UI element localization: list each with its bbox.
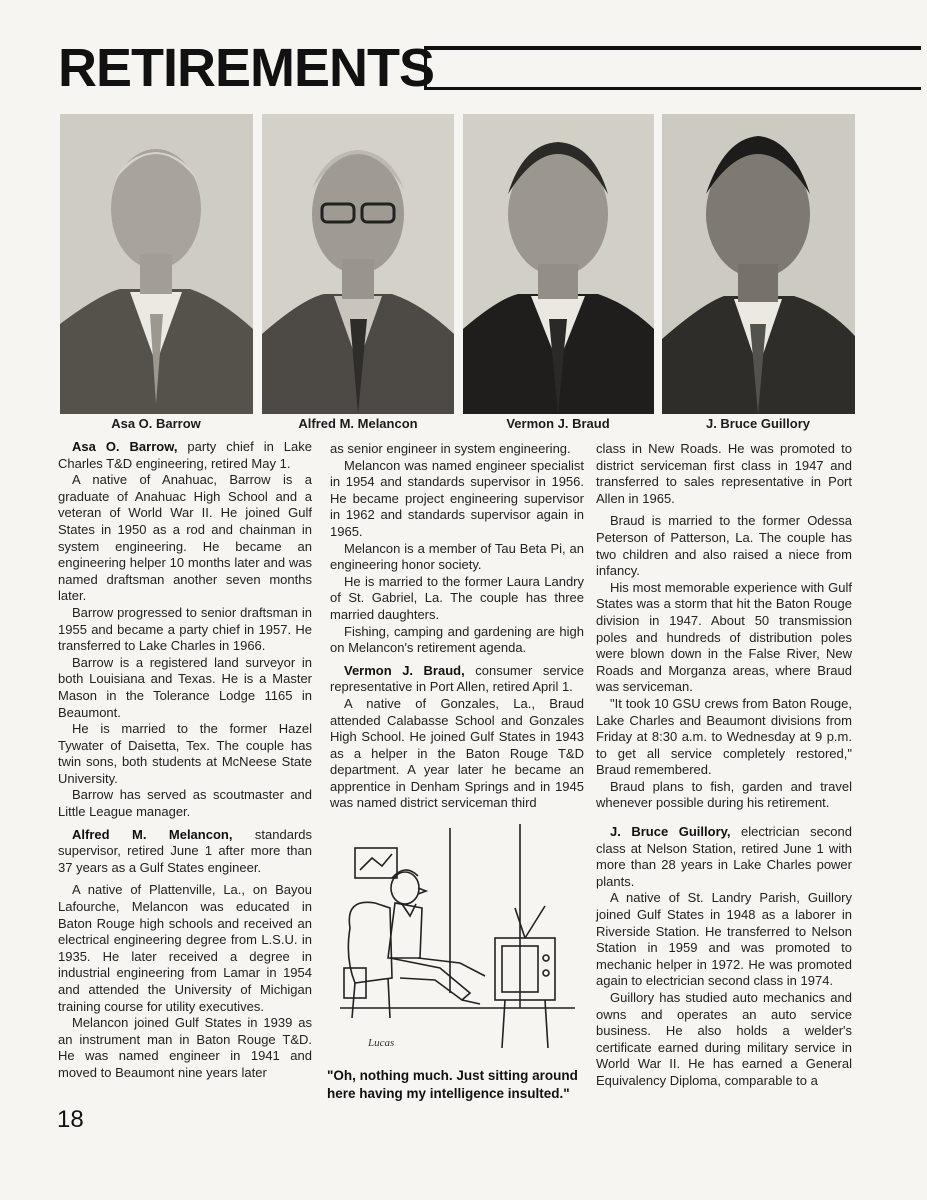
paragraph: Vermon J. Braud, consumer service representative in Port Allen, retired April 1. <box>330 662 584 695</box>
person-name: Vermon J. Braud, <box>344 662 465 678</box>
paragraph: A native of Anahuac, Barrow is a graduate of Anahuac High School and a veteran of World War II. He joined Gulf States in 1950 as a rod and chainman in system engineering. He became an engineering helper 10 months later and was named draftsman another seven months later. <box>58 472 312 604</box>
paragraph: Asa O. Barrow, party chief in Lake Charles T&D engineering, retired May 1. <box>58 439 312 471</box>
paragraph: His most memorable experience with Gulf States was a storm that hit the Baton Rouge division in 1947. About 50 transmission poles and hundreds of distribution poles were blown down in the False River, New Roads and Morganza areas, where Braud was serviceman. <box>596 579 852 695</box>
paragraph: Barrow progressed to senior draftsman in 1955 and became a party chief in 1957. He transferred to Lake Charles in 1966. <box>58 604 312 654</box>
article-column-1 <box>58 439 312 1082</box>
page-title: RETIREMENTS <box>58 38 435 98</box>
article-column-2 <box>330 441 584 812</box>
photo-caption-barrow: Asa O. Barrow <box>111 416 201 431</box>
article-column-3 <box>596 441 852 1090</box>
photo-caption-melancon: Alfred M. Melancon <box>298 416 418 431</box>
person-name: Alfred M. Melancon, <box>72 826 233 842</box>
title-rule <box>424 46 921 90</box>
paragraph: as senior engineer in system engineering. <box>330 441 571 456</box>
paragraph: Braud plans to fish, garden and travel whenever possible during his retirement. <box>596 778 852 811</box>
portrait-photo-guillory <box>662 114 855 414</box>
cartoon-caption: "Oh, nothing much. Just sitting around here having my intelligence insulted." <box>327 1068 578 1101</box>
paragraph: Melancon was named engineer specialist in 1954 and standards supervisor in 1956. He became project engineering supervisor in 1962 and standards supervisor again in 1965. <box>330 457 584 539</box>
page-number: 18 <box>57 1106 84 1133</box>
paragraph: Braud is married to the former Odessa Peterson of Patterson, La. The couple has two children and also raised a niece from infancy. <box>596 513 852 579</box>
paragraph: Fishing, camping and gardening are high on Melancon's retirement agenda. <box>330 623 584 656</box>
paragraph: Alfred M. Melancon, standards supervisor, retired June 1 after more than 37 years as a Gulf States engineer. <box>58 826 313 875</box>
cartoon-illustration <box>330 818 585 1066</box>
paragraph: Barrow is a registered land surveyor in both Louisiana and Texas. He is a Master Mason in the Tolerance Lodge 1165 in Beaumont. <box>58 654 312 720</box>
paragraph: Melancon joined Gulf States in 1939 as an instrument man in Baton Rouge T&D. He was named engineer in 1941 and moved to Beaumont nine years later <box>58 1015 312 1080</box>
paragraph: A native of St. Landry Parish, Guillory joined Gulf States in 1948 as a laborer in Riverside Station. He transferred to Nelson Station in 1959 and was promoted to mechanic helper in 1972. He was promoted again to electrician second class in 1974. <box>596 890 852 989</box>
portrait-photo-melancon <box>262 114 454 414</box>
paragraph: A native of Plattenville, La., on Bayou Lafourche, Melancon was educated in Baton Rouge high schools and received an electrical engineering degree from L.S.U. in 1935. He later received a degree in industrial engineering from Lamar in 1954 and attended the University of Michigan training course for utility executives. <box>58 882 312 1014</box>
paragraph: class in New Roads. He was promoted to district serviceman first class in 1947 and transferred to sales representative in Port Allen in 1965. <box>596 441 852 506</box>
paragraph: J. Bruce Guillory, electrician second class at Nelson Station, retired June 1 with more than 28 years in Lake Charles power plants. <box>596 824 852 889</box>
paragraph: He is married to the former Hazel Tywater of Daisetta, Tex. The couple has twin sons, both students at McNeese State University. <box>58 721 312 786</box>
paragraph: Barrow has served as scoutmaster and Little League manager. <box>58 787 312 820</box>
portrait-photo-braud <box>463 114 654 414</box>
paragraph: "It took 10 GSU crews from Baton Rouge, Lake Charles and Beaumont divisions from Friday at 8:30 a.m. to Wednesday at 9 p.m. to get all service completely restored," Braud remembered. <box>596 695 852 778</box>
photo-caption-braud: Vermon J. Braud <box>506 416 610 431</box>
photo-caption-guillory: J. Bruce Guillory <box>705 416 811 431</box>
paragraph: Melancon is a member of Tau Beta Pi, an engineering honor society. <box>330 540 584 573</box>
portrait-photo-barrow <box>60 114 253 414</box>
person-name: Asa O. Barrow, <box>72 439 178 454</box>
paragraph: Guillory has studied auto mechanics and owns and operates an auto service business. He also holds a welder's certificate earned during military service in World War II. He has earned a General Equivalency Diploma, comparable to a <box>596 990 852 1088</box>
paragraph: A native of Gonzales, La., Braud attended Calabasse School and Gonzales High School. He joined Gulf States in 1943 as a helper in the Baton Rouge T&D department. A year later he became an apprentice in Denham Springs and in 1945 was named district serviceman third <box>330 695 584 811</box>
person-name: J. Bruce Guillory, <box>610 824 731 840</box>
paragraph: He is married to the former Laura Landry of St. Gabriel, La. The couple has three married daughters. <box>330 573 584 622</box>
cartoonist-signature: Lucas <box>368 1037 395 1049</box>
